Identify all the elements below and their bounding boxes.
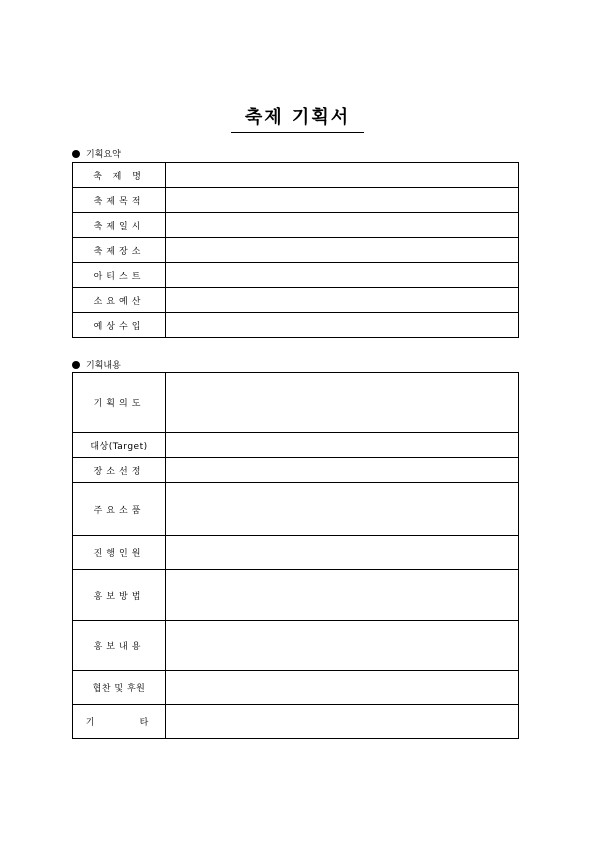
row-label-sponsorship: 협찬 및 후원 [73,671,166,705]
table-row [73,188,519,213]
row-label-other: 기 타 [73,705,166,739]
expected-revenue-field[interactable] [166,313,519,338]
row-label-festival-venue: 축제장소 [73,238,166,263]
table-row [73,570,519,621]
content-section-title: 기획내용 [86,361,121,371]
table-row [73,313,519,338]
row-label-expected-revenue: 예상수입 [73,313,166,338]
summary-section-title: 기획요약 [86,150,121,160]
bullet-icon [72,150,80,158]
festival-name-field[interactable] [166,163,519,188]
festival-purpose-field[interactable] [166,188,519,213]
venue-selection-field[interactable] [166,458,519,483]
table-row [73,536,519,570]
other-field[interactable] [166,705,519,739]
table-row [73,163,519,188]
table-row [73,433,519,458]
table-row [73,705,519,739]
row-label-planning-intent: 기획의도 [73,373,166,433]
table-row [73,458,519,483]
main-props-field[interactable] [166,483,519,536]
festival-datetime-field[interactable] [166,213,519,238]
document-title: 축제 기획서 [231,103,364,133]
content-section-heading [72,358,121,371]
sponsorship-field[interactable] [166,671,519,705]
table-row [73,621,519,671]
required-budget-field[interactable] [166,288,519,313]
row-label-artist: 아티스트 [73,263,166,288]
content-table [72,372,519,739]
promotion-content-field[interactable] [166,621,519,671]
planning-intent-field[interactable] [166,373,519,433]
row-label-festival-datetime: 축제일시 [73,213,166,238]
table-row [73,483,519,536]
festival-venue-field[interactable] [166,238,519,263]
table-row [73,288,519,313]
target-audience-field[interactable] [166,433,519,458]
row-label-festival-purpose: 축제목적 [73,188,166,213]
row-label-staff: 진행인원 [73,536,166,570]
table-row [73,213,519,238]
row-label-main-props: 주요소품 [73,483,166,536]
staff-field[interactable] [166,536,519,570]
document-title-wrap [0,103,595,133]
row-label-target-audience: 대상(Target) [73,433,166,458]
row-label-promotion-content: 홍보내용 [73,621,166,671]
table-row [73,238,519,263]
row-label-venue-selection: 장소선정 [73,458,166,483]
table-row [73,671,519,705]
promotion-method-field[interactable] [166,570,519,621]
summary-section-heading [72,147,121,160]
row-label-festival-name: 축 제 명 [73,163,166,188]
row-label-required-budget: 소요예산 [73,288,166,313]
bullet-icon [72,361,80,369]
artist-field[interactable] [166,263,519,288]
table-row [73,373,519,433]
row-label-promotion-method: 홍보방법 [73,570,166,621]
summary-table [72,162,519,338]
table-row [73,263,519,288]
